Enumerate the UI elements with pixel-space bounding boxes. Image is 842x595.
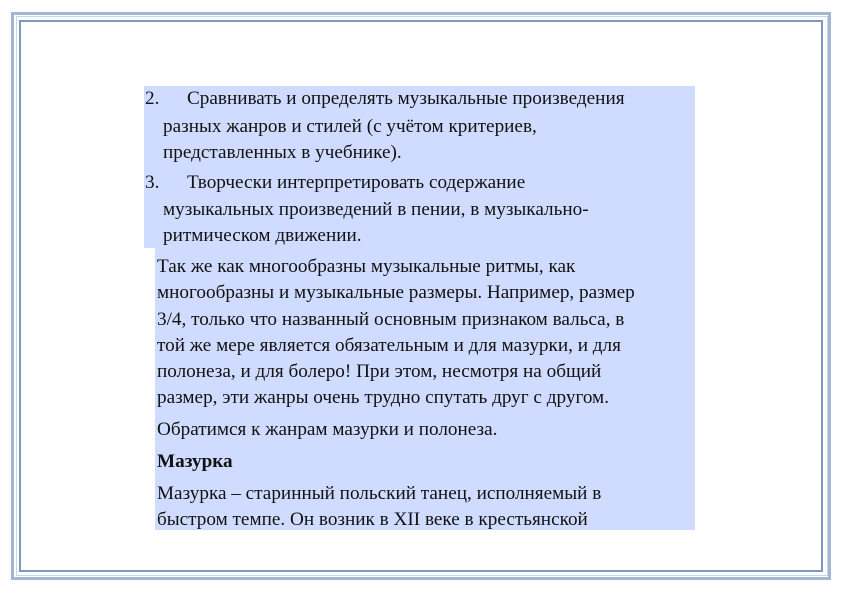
list-text-line: Сравнивать и определять музыкальные произведения (187, 88, 625, 109)
list-number: 2. (145, 88, 160, 109)
list-text-line: музыкальных произведений в пении, в музыкально- (163, 199, 589, 220)
list-text-line: разных жанров и стилей (с учётом критериев, (163, 116, 537, 137)
paragraph-line: Мазурка – старинный польский танец, исполняемый в (157, 483, 602, 504)
list-text-line: представленных в учебнике). (163, 142, 402, 163)
paragraph-line: той же мере является обязательным и для мазурки, и для (157, 335, 621, 356)
paragraph-line: размер, эти жанры очень трудно спутать друг с другом. (157, 387, 610, 408)
list-number: 3. (145, 172, 160, 193)
list-text-line: ритмическом движении. (163, 225, 362, 246)
paragraph-line: 3/4, только что названный основным признаком вальса, в (157, 309, 625, 330)
section-heading: Мазурка (157, 451, 233, 472)
paragraph-line: быстром темпе. Он возник в XII веке в крестьянской (157, 509, 588, 530)
list-text-line: Творчески интерпретировать содержание (187, 172, 526, 193)
paragraph-intro: Обратимся к жанрам мазурки и полонеза. (157, 419, 498, 440)
paragraph-line: полонеза, и для болеро! При этом, несмотря на общий (157, 361, 602, 382)
paragraph-line: Так же как многообразны музыкальные ритмы, как (157, 256, 576, 277)
paragraph-line: многообразны и музыкальные размеры. Например, размер (157, 282, 635, 303)
